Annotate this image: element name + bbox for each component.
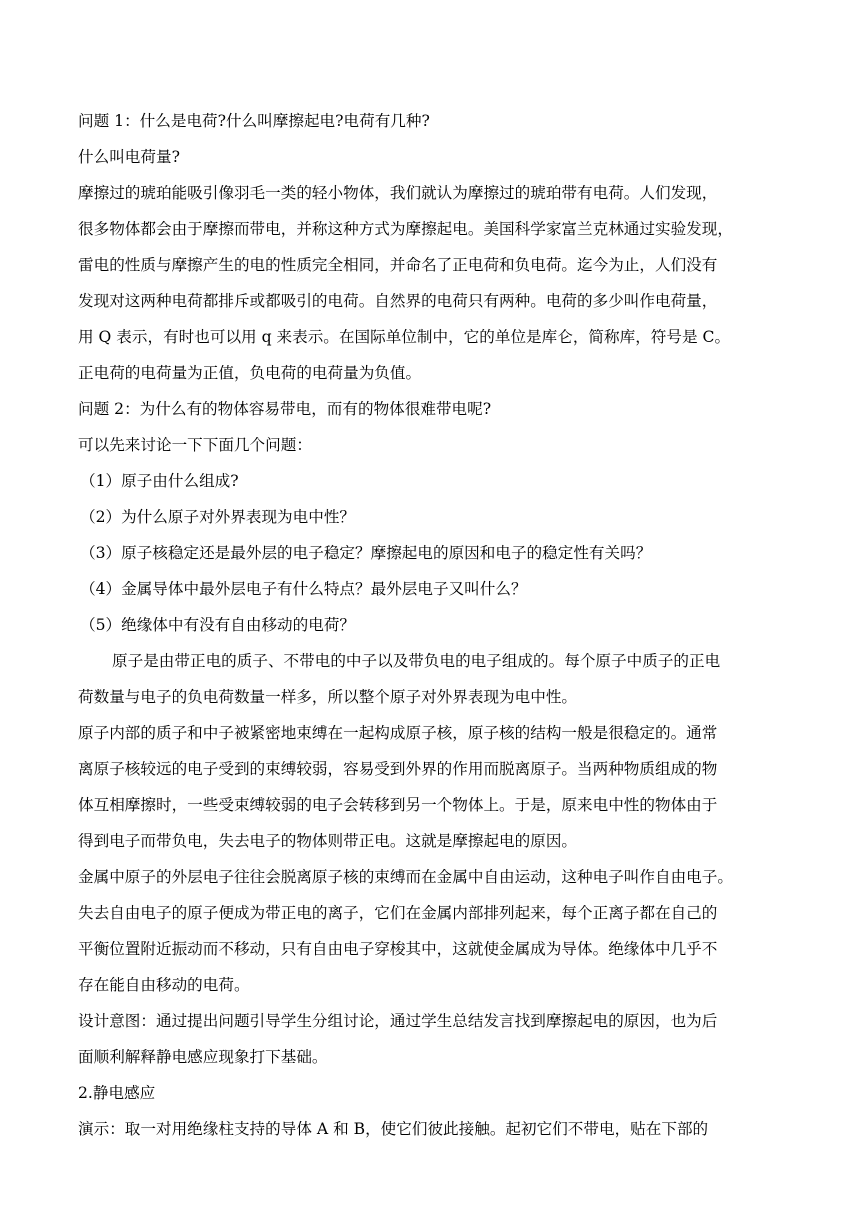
paragraph-line: 原子内部的质子和中子被紧密地束缚在一起构成原子核，原子核的结构一般是很稳定的。通常 [78, 724, 718, 742]
paragraph-line: 原子是由带正电的质子、不带电的中子以及带负电的电子组成的。每个原子中质子的正电 [112, 652, 721, 670]
paragraph-line: 发现对这两种电荷都排斥或都吸引的电荷。自然界的电荷只有两种。电荷的多少叫作电荷量， [78, 292, 718, 310]
paragraph-line: 荷数量与电子的负电荷数量一样多，所以整个原子对外界表现为电中性。 [78, 688, 578, 706]
question-1: 问题 1：什么是电荷?什么叫摩擦起电?电荷有几种? [78, 112, 430, 130]
paragraph-line: 摩擦过的琥珀能吸引像羽毛一类的轻小物体，我们就认为摩擦过的琥珀带有电荷。人们发现， [78, 184, 718, 202]
discussion-intro: 可以先来讨论一下下面几个问题： [78, 436, 312, 454]
paragraph-line: 金属中原子的外层电子往往会脱离原子核的束缚而在金属中自由运动，这种电子叫作自由电子。 [78, 868, 733, 886]
paragraph-line: 存在能自由移动的电荷。 [78, 976, 250, 994]
question-2: 问题 2：为什么有的物体容易带电，而有的物体很难带电呢? [78, 400, 492, 418]
paragraph-line: 雷电的性质与摩擦产生的电的性质完全相同，并命名了正电荷和负电荷。迄今为止，人们没有 [78, 256, 718, 274]
discussion-item: （1）原子由什么组成? [80, 472, 239, 490]
design-intent: 面顺利解释静电感应现象打下基础。 [78, 1048, 328, 1066]
paragraph-line: 离原子核较远的电子受到的束缚较弱，容易受到外界的作用而脱离原子。当两种物质组成的物 [78, 760, 718, 778]
discussion-item: （4）金属导体中最外层电子有什么特点？最外层电子又叫什么？ [80, 580, 527, 598]
paragraph-line: 得到电子而带负电，失去电子的物体则带正电。这就是摩擦起电的原因。 [78, 832, 578, 850]
section-heading: 2.静电感应 [78, 1084, 156, 1102]
discussion-item: （2）为什么原子对外界表现为电中性？ [80, 508, 356, 526]
paragraph-line: 失去自由电子的原子便成为带正电的离子，它们在金属内部排列起来，每个正离子都在自己的 [78, 904, 718, 922]
design-intent: 设计意图：通过提出问题引导学生分组讨论，通过学生总结发言找到摩擦起电的原因，也为后 [78, 1012, 718, 1030]
question-charge-quantity: 什么叫电荷量? [78, 148, 180, 166]
paragraph-line: 用 Q 表示，有时也可以用 q 来表示。在国际单位制中，它的单位是库仑，简称库，符号是 C。 [78, 328, 731, 346]
discussion-item: （3）原子核稳定还是最外层的电子稳定？摩擦起电的原因和电子的稳定性有关吗？ [80, 544, 652, 562]
paragraph-line: 很多物体都会由于摩擦而带电，并称这种方式为摩擦起电。美国科学家富兰克林通过实验发现， [78, 220, 733, 238]
paragraph-line: 演示：取一对用绝缘柱支持的导体 A 和 B，使它们彼此接触。起初它们不带电，贴在下部的 [78, 1120, 709, 1138]
discussion-item: （5）绝缘体中有没有自由移动的电荷？ [80, 616, 356, 634]
paragraph-line: 正电荷的电荷量为正值，负电荷的电荷量为负值。 [78, 364, 422, 382]
paragraph-line: 体互相摩擦时，一些受束缚较弱的电子会转移到另一个物体上。于是，原来电中性的物体由于 [78, 796, 718, 814]
paragraph-line: 平衡位置附近振动而不移动，只有自由电子穿梭其中，这就使金属成为导体。绝缘体中几乎不 [78, 940, 718, 958]
